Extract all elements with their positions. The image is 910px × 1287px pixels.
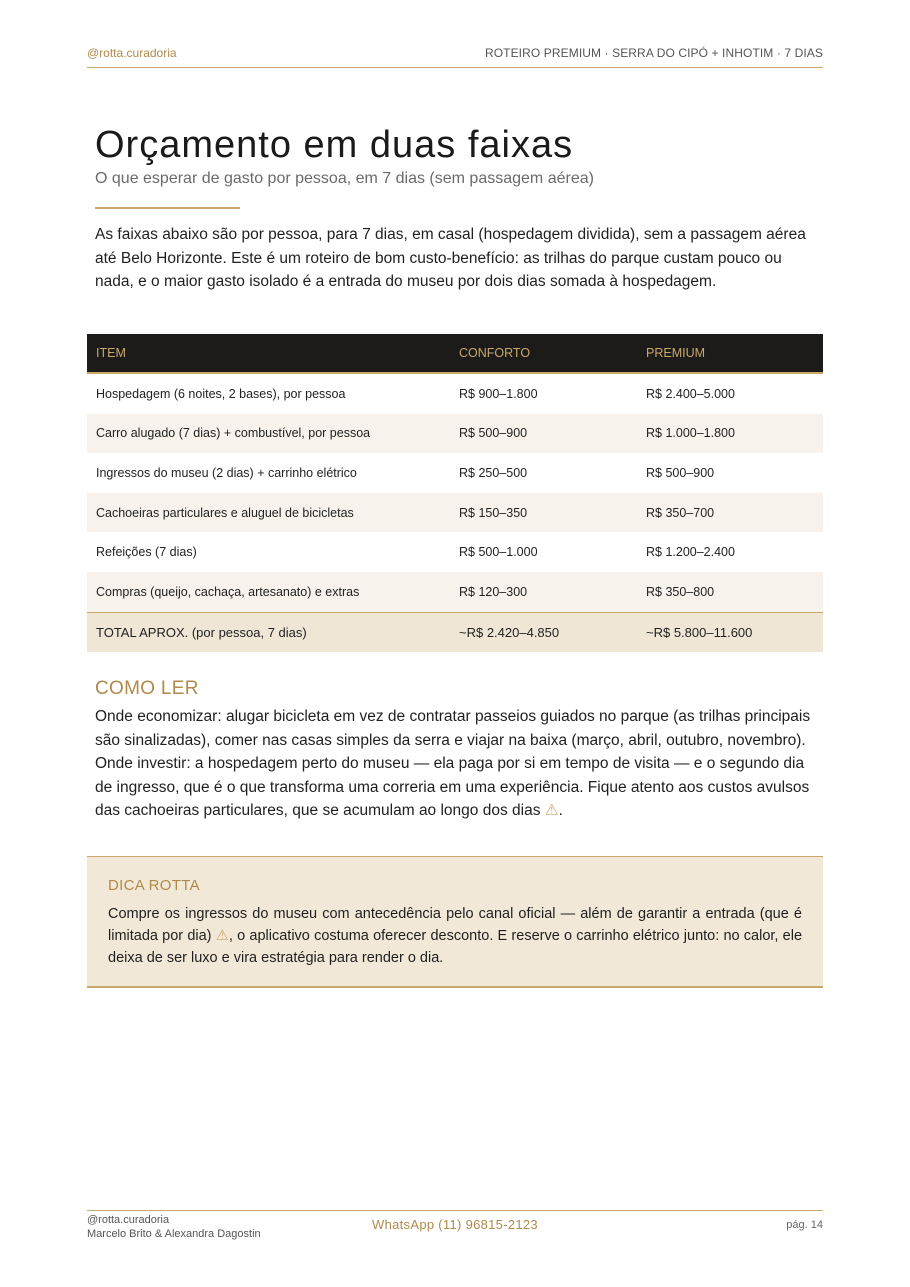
- como-ler-heading: COMO LER: [95, 678, 199, 699]
- table-row: [87, 453, 823, 493]
- cell-item: Refeições (7 dias): [96, 545, 197, 560]
- header-guide-title: ROTEIRO PREMIUM · SERRA DO CIPÓ + INHOTIM · 7 DIAS: [484, 46, 823, 60]
- total-premium: ~R$ 5.800–11.600: [637, 612, 823, 652]
- column-header-conforto: CONFORTO: [450, 334, 637, 373]
- tip-text-b: , o aplicativo costuma oferecer desconto. E reserve o carrinho elétrico junto: no calor, ele deixa de ser luxo e vira estratégia para render o dia.: [108, 928, 803, 966]
- table-total-row: [87, 612, 823, 652]
- budget-table: [87, 334, 823, 652]
- total-conforto: ~R$ 2.420–4.850: [450, 612, 637, 652]
- tip-box: [87, 856, 823, 988]
- cell-conforto: R$ 250–500: [459, 465, 528, 480]
- tip-text-a: Compre os ingressos do museu com antecedência pelo canal oficial — além de garantir a entrada (que é limitada por dia): [108, 906, 802, 944]
- cell-premium: R$ 1.000–1.800: [637, 414, 823, 454]
- intro-paragraph: As faixas abaixo são por pessoa, para 7 dias, em casal (hospedagem dividida), sem a passagem aérea até Belo Horizonte. Este é um roteiro de bom custo-benefício: as trilhas do parque custam pouco ou nada, e o maior gasto isolado é a entrada do museu por dois dias somada à hospedagem.: [95, 226, 806, 290]
- cell-premium: R$ 350–700: [637, 493, 823, 533]
- page-header: [87, 46, 823, 68]
- footer-authors: Marcelo Brito & Alexandra Dagostin: [87, 1228, 261, 1240]
- cell-premium: R$ 2.400–5.000: [646, 386, 735, 401]
- table-row: [87, 493, 823, 533]
- como-ler-paragraph: [95, 705, 813, 823]
- cell-conforto: R$ 120–300: [450, 572, 637, 612]
- page-number: pág. 14: [786, 1219, 823, 1231]
- column-header-premium: PREMIUM: [637, 334, 823, 373]
- footer-handle: @rotta.curadoria: [87, 1214, 170, 1226]
- column-header-item: ITEM: [87, 334, 450, 373]
- cell-item: Ingressos do museu (2 dias) + carrinho elétrico: [96, 465, 357, 480]
- cell-item: Compras (queijo, cachaça, artesanato) e extras: [87, 572, 450, 612]
- como-ler-end: .: [558, 802, 563, 819]
- total-label: TOTAL APROX. (por pessoa, 7 dias): [87, 612, 450, 652]
- warning-icon: ⚠: [215, 928, 229, 944]
- cell-conforto: R$ 500–1.000: [459, 545, 538, 560]
- cell-conforto: R$ 150–350: [450, 493, 637, 533]
- cell-premium: R$ 1.200–2.400: [646, 545, 735, 560]
- cell-conforto: R$ 900–1.800: [459, 386, 538, 401]
- footer-divider: [87, 1210, 823, 1211]
- table-row: [87, 572, 823, 612]
- cell-conforto: R$ 500–900: [450, 414, 637, 454]
- page-title: Orçamento em duas faixas: [95, 124, 574, 166]
- page-subtitle: O que esperar de gasto por pessoa, em 7 dias (sem passagem aérea): [95, 170, 594, 187]
- tip-heading: DICA ROTTA: [108, 877, 200, 894]
- footer-whatsapp-link[interactable]: WhatsApp (11) 96815-2123: [372, 1217, 538, 1232]
- cell-item: Carro alugado (7 dias) + combustível, por pessoa: [87, 414, 450, 454]
- title-divider: [95, 207, 240, 209]
- table-row: [87, 414, 823, 454]
- table-row: [87, 532, 823, 572]
- cell-premium: R$ 350–800: [637, 572, 823, 612]
- cell-item: Cachoeiras particulares e aluguel de bicicletas: [87, 493, 450, 533]
- tip-paragraph: [108, 903, 802, 969]
- cell-premium: R$ 500–900: [646, 465, 715, 480]
- header-handle: @rotta.curadoria: [87, 46, 177, 60]
- table-header-row: [87, 334, 823, 373]
- cell-item: Hospedagem (6 noites, 2 bases), por pessoa: [96, 386, 346, 401]
- table-row: [87, 373, 823, 414]
- como-ler-text: Onde economizar: alugar bicicleta em vez de contratar passeios guiados no parque (as trilhas principais são sinalizadas), comer nas casas simples da serra e viajar na baixa (março, abril, outubro, novembro). Onde investir: a hospedagem perto do museu — ela paga por si em tempo de visita — e o segundo dia de ingresso, que é o que transforma uma correria em uma experiência. Fique atento aos custos avulsos das cachoeiras particulares, que se acumulam ao longo dos dias: [95, 708, 811, 819]
- warning-icon: ⚠: [544, 802, 559, 819]
